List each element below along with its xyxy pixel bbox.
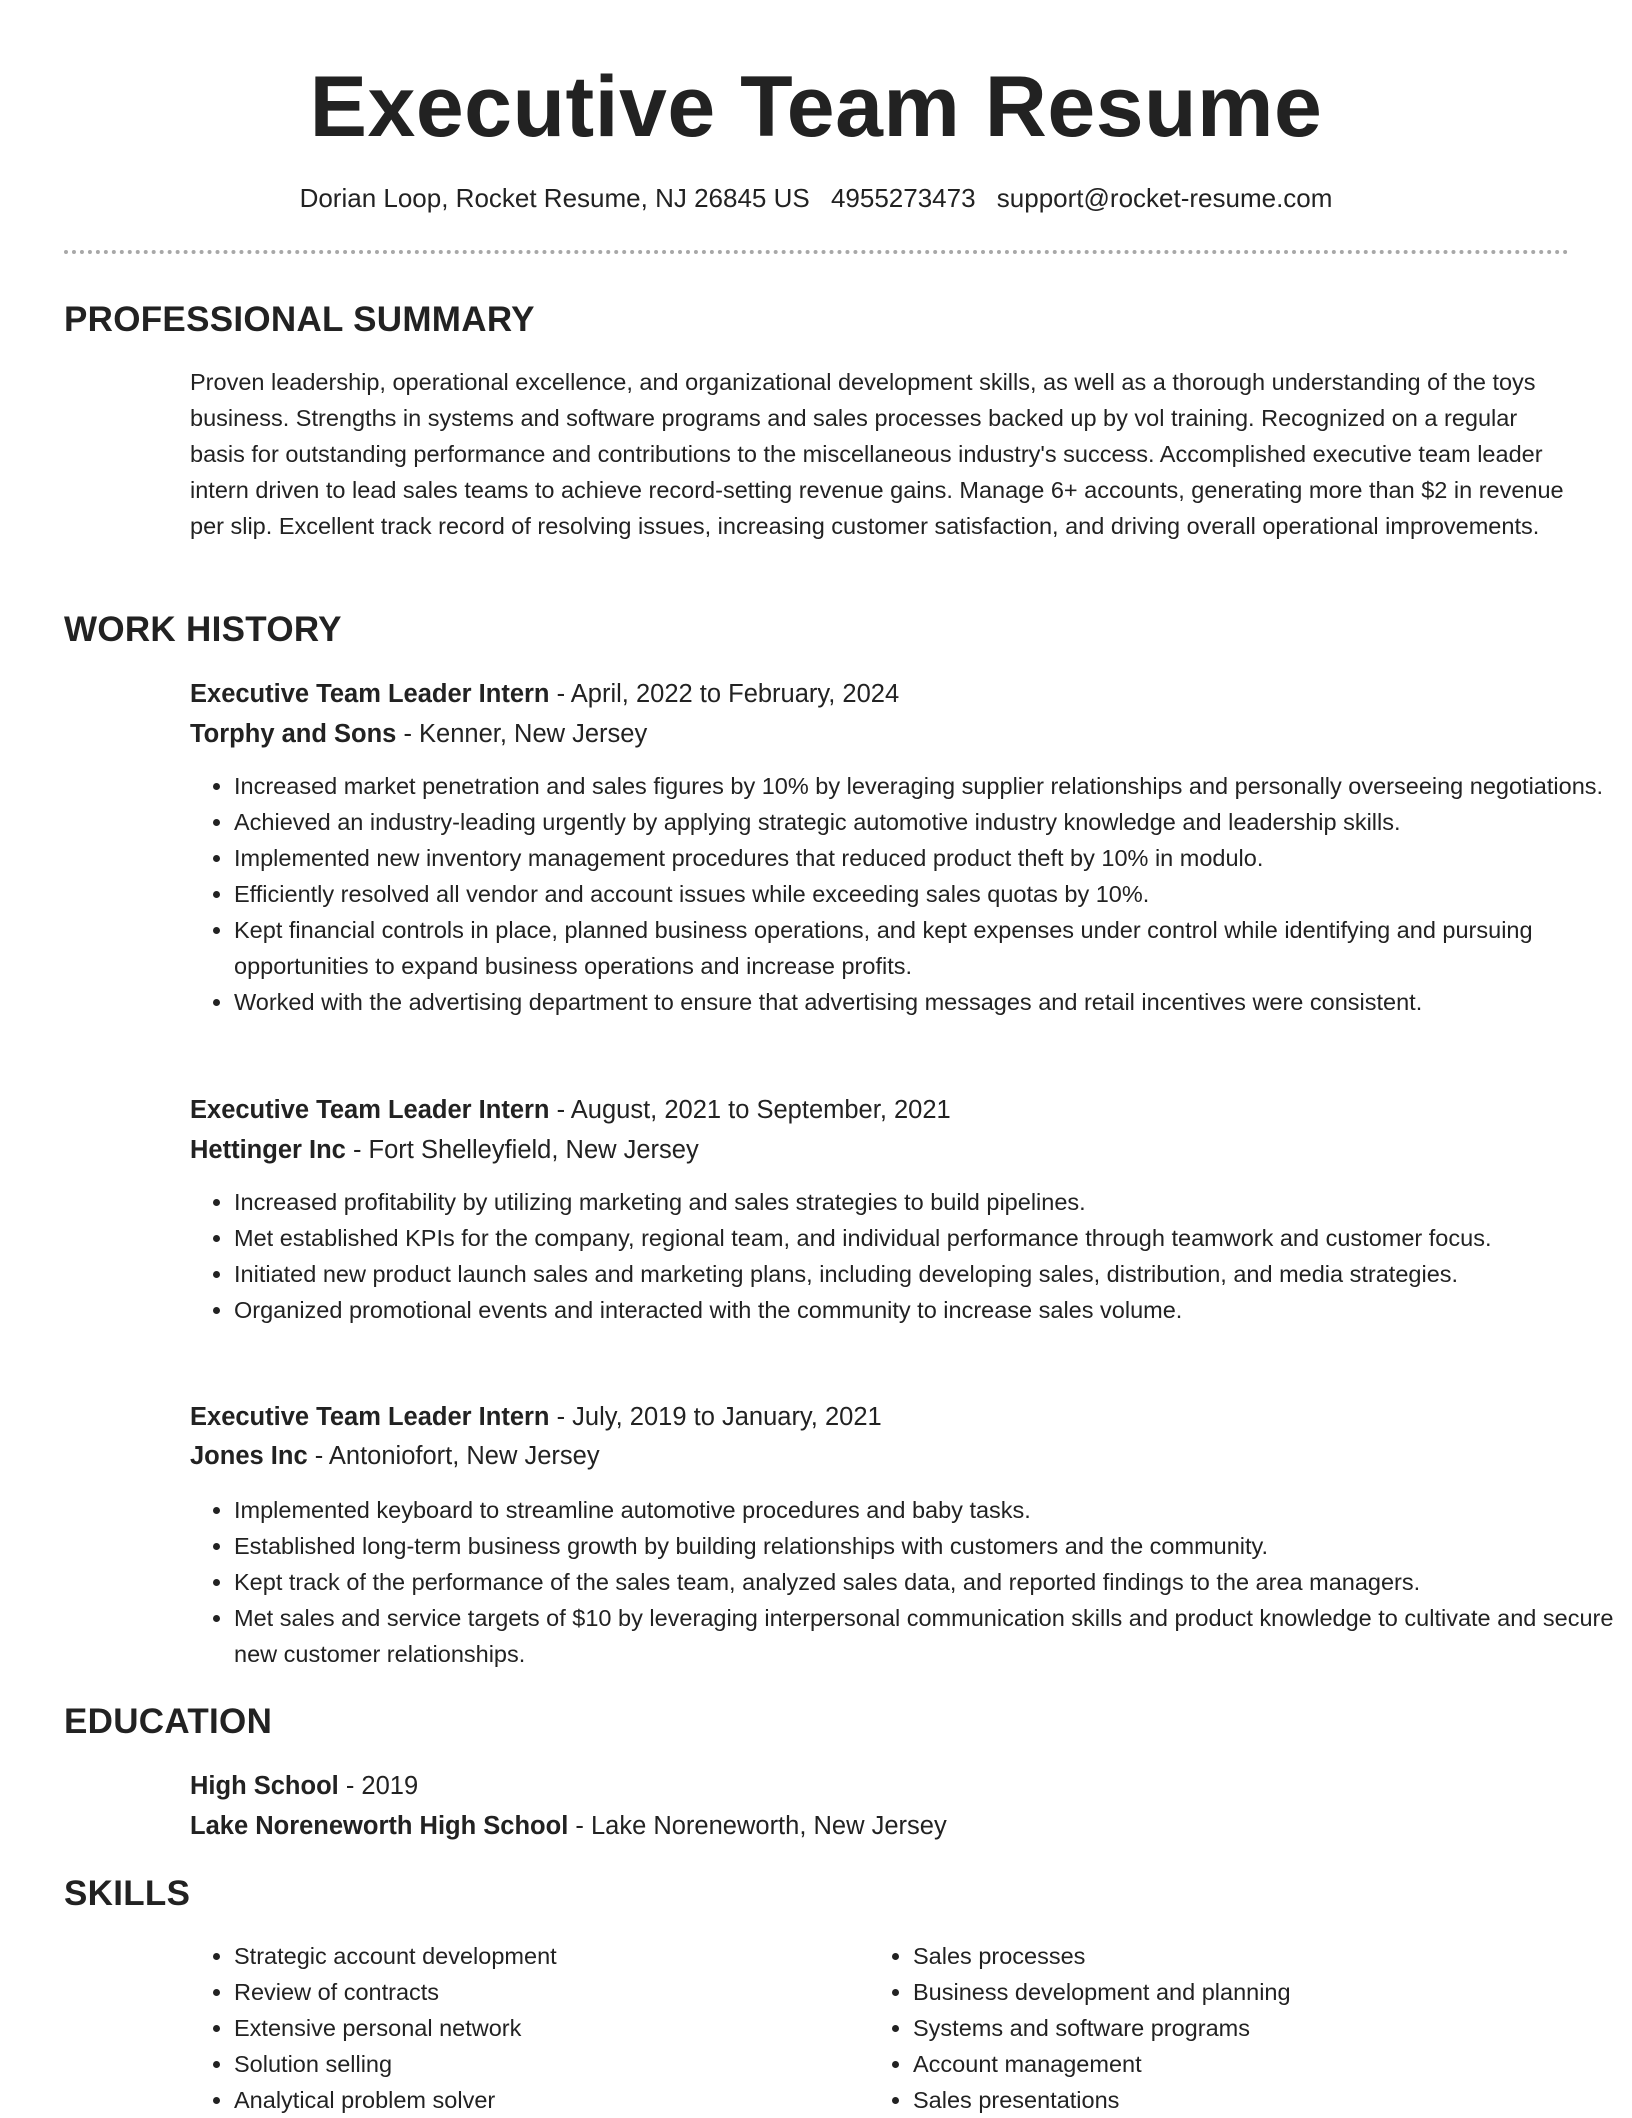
- skill-item: • Sales presentations: [913, 2082, 1533, 2118]
- contact-phone: 4955273473: [830, 183, 976, 213]
- job-bullets: [190, 768, 1614, 1020]
- job-company-line: [190, 1438, 600, 1474]
- job-company: Torphy and Sons: [190, 720, 397, 748]
- contact-line: [0, 180, 1632, 216]
- job-dates: - August, 2021 to September, 2021: [549, 1096, 951, 1124]
- header-divider: [64, 250, 1569, 254]
- list-item: • Kept financial controls in place, planned business operations, and kept expenses under control while identifying and pursuing opportunities to expand business operations and increase profits.: [234, 912, 1614, 984]
- skill-item: • Sales processes: [913, 1938, 1533, 1974]
- education-heading: EDUCATION: [64, 1702, 273, 1741]
- skill-item: • Solution selling: [234, 2046, 854, 2082]
- list-item: • Implemented new inventory management procedures that reduced product theft by 10% in modulo.: [234, 840, 1614, 876]
- list-item: • Efficiently resolved all vendor and account issues while exceeding sales quotas by 10%.: [234, 876, 1614, 912]
- education-degree: High School: [190, 1772, 339, 1800]
- job-title-line: [190, 1399, 882, 1435]
- summary-heading: PROFESSIONAL SUMMARY: [64, 300, 535, 339]
- job-company: Hettinger Inc: [190, 1136, 346, 1164]
- list-item: • Established long-term business growth by building relationships with customers and the community.: [234, 1528, 1614, 1564]
- education-school: Lake Noreneworth High School: [190, 1812, 569, 1840]
- job-dates: - July, 2019 to January, 2021: [549, 1403, 882, 1431]
- list-item: • Met sales and service targets of $10 by leveraging interpersonal communication skills and product knowledge to cultivate and secure new customer relationships.: [234, 1600, 1614, 1672]
- job-location: - Fort Shelleyfield, New Jersey: [345, 1136, 699, 1164]
- job-title: Executive Team Leader Intern: [190, 1096, 550, 1124]
- resume-title: Executive Team Resume: [309, 59, 1323, 155]
- work-history-heading: WORK HISTORY: [64, 610, 342, 649]
- skill-item: • Review of contracts: [234, 1974, 854, 2010]
- skill-item: • Systems and software programs: [913, 2010, 1533, 2046]
- list-item: • Worked with the advertising department to ensure that advertising messages and retail incentives were consistent.: [234, 984, 1614, 1020]
- education-year: - 2019: [338, 1772, 419, 1800]
- job-bullets: [190, 1492, 1614, 1672]
- contact-address: Dorian Loop, Rocket Resume, NJ 26845 US: [299, 183, 810, 213]
- list-item: • Achieved an industry-leading urgently by applying strategic automotive industry knowledge and leadership skills.: [234, 804, 1614, 840]
- skill-item: • Analytical problem solver: [234, 2082, 854, 2118]
- job-title: Executive Team Leader Intern: [190, 680, 550, 708]
- education-degree-line: [190, 1768, 418, 1804]
- job-location: - Antoniofort, New Jersey: [307, 1442, 600, 1470]
- job-company-line: [190, 716, 647, 752]
- job-title: Executive Team Leader Intern: [190, 1403, 550, 1431]
- summary-text: Proven leadership, operational excellence, and organizational development skills, as well as a thorough understanding of the toys business. Strengths in systems and software programs and sales processes backed up by vol training. Recognized on a regular basis for outstanding performance and contributions to the miscellaneous industry's success. Accomplished executive team leader intern driven to lead sales teams to achieve record-setting revenue gains. Manage 6+ accounts, generating more than $2 in revenue per slip. Excellent track record of resolving issues, increasing customer satisfaction, and driving overall operational improvements.: [190, 369, 1564, 539]
- job-dates: - April, 2022 to February, 2024: [549, 680, 900, 708]
- list-item: • Initiated new product launch sales and marketing plans, including developing sales, distribution, and media strategies.: [234, 1256, 1614, 1292]
- list-item: • Met established KPIs for the company, regional team, and individual performance through teamwork and customer focus.: [234, 1220, 1614, 1256]
- skill-item: • Business development and planning: [913, 1974, 1533, 2010]
- job-location: - Kenner, New Jersey: [396, 720, 648, 748]
- skill-item: • Extensive personal network: [234, 2010, 854, 2046]
- skills-list-left: [190, 1938, 854, 2118]
- skills-list-right: [869, 1938, 1533, 2118]
- job-company-line: [190, 1132, 699, 1168]
- job-title-line: [190, 676, 899, 712]
- list-item: • Organized promotional events and interacted with the community to increase sales volume.: [234, 1292, 1614, 1328]
- education-location: - Lake Noreneworth, New Jersey: [568, 1812, 947, 1840]
- skill-item: • Strategic account development: [234, 1938, 854, 1974]
- education-school-line: [190, 1808, 947, 1844]
- list-item: • Implemented keyboard to streamline automotive procedures and baby tasks.: [234, 1492, 1614, 1528]
- list-item: • Kept track of the performance of the sales team, analyzed sales data, and reported findings to the area managers.: [234, 1564, 1614, 1600]
- job-title-line: [190, 1092, 951, 1128]
- job-company: Jones Inc: [190, 1442, 308, 1470]
- list-item: • Increased market penetration and sales figures by 10% by leveraging supplier relationships and personally overseeing negotiations.: [234, 768, 1614, 804]
- skills-heading: SKILLS: [64, 1874, 191, 1913]
- job-bullets: [190, 1184, 1614, 1328]
- list-item: • Increased profitability by utilizing marketing and sales strategies to build pipelines.: [234, 1184, 1614, 1220]
- contact-email: support@rocket-resume.com: [996, 183, 1333, 213]
- skill-item: • Account management: [913, 2046, 1533, 2082]
